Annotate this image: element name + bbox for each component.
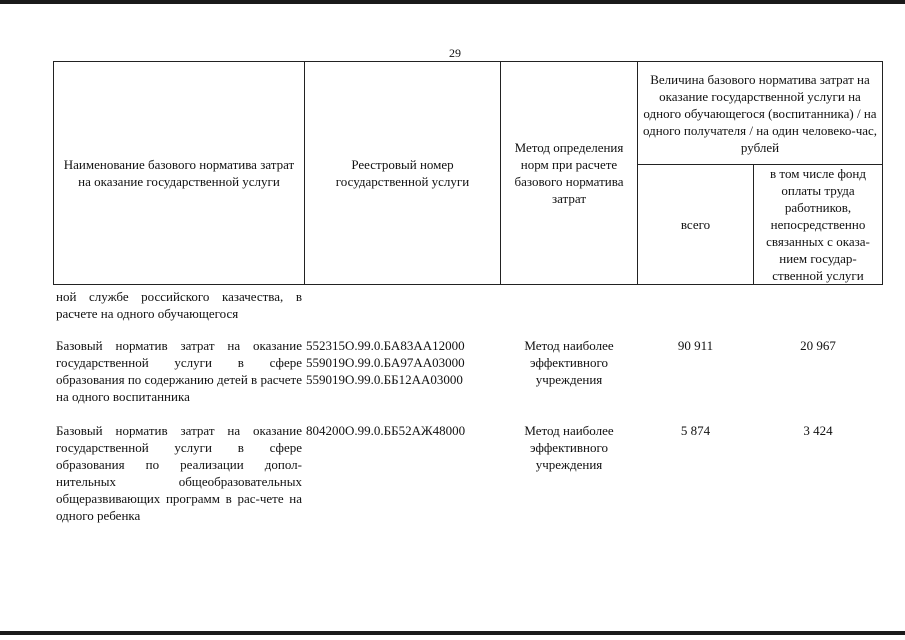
table-row-2-fund: 3 424 bbox=[803, 423, 833, 438]
registry-code: 559019О.99.0.ББ12АА03000 bbox=[306, 372, 463, 387]
header-value-group bbox=[637, 61, 883, 165]
continuation-text: ной службе российского казачества, в расчете на одного обучающегося bbox=[56, 289, 302, 321]
table-row-2-name: Базовый норматив затрат на оказание государственной услуги в сфере образования по реализации допол-нительных общеобразовательных общеразвивающих программ в рас-чете на одного ребенка bbox=[56, 423, 302, 523]
registry-code: 804200О.99.0.ББ52АЖ48000 bbox=[306, 423, 466, 438]
table-row-1-fund: 20 967 bbox=[800, 338, 836, 353]
table-row-1-total: 90 911 bbox=[677, 338, 714, 353]
table-row-1-codes bbox=[306, 337, 500, 388]
table-row-2-total: 5 874 bbox=[680, 423, 711, 438]
header-name-text: Наименование базового норматива затрат на оказание государственной услуги bbox=[63, 157, 295, 189]
table-row-2-method: Метод наиболее эффективного учреждения bbox=[524, 423, 614, 472]
header-registry-text: Реестровый номер государственной услуги bbox=[335, 157, 470, 189]
table-row-2-codes bbox=[306, 422, 500, 439]
scan-edge-top bbox=[0, 0, 905, 4]
registry-code: 559019О.99.0.БА97АА03000 bbox=[306, 355, 465, 370]
header-total-column bbox=[637, 164, 754, 285]
header-method-text: Метод определения норм при расчете базового норматива затрат bbox=[514, 140, 624, 206]
header-total-text: всего bbox=[680, 217, 711, 232]
header-registry-column bbox=[304, 61, 501, 285]
page-number: 29 bbox=[449, 46, 461, 60]
header-value-group-text: Величина базового норматива затрат на оказание государственной услуги на одного обучающегося (воспитанника) / на одного получателя / на один человеко-час, рублей bbox=[642, 71, 878, 155]
table-row-1-name: Базовый норматив затрат на оказание государственной услуги в сфере образования по содержанию детей в расчете на одного воспитанника bbox=[56, 338, 302, 404]
scan-edge-bottom bbox=[0, 631, 905, 635]
header-method-column bbox=[500, 61, 638, 285]
header-fund-column bbox=[753, 164, 883, 285]
registry-code: 552315О.99.0.БА83АА12000 bbox=[306, 338, 465, 353]
header-fund-text: в том числе фонд оплаты труда работников, непосредственно связанных с оказа-нием государ-ственной услуги bbox=[766, 166, 870, 283]
header-name-column bbox=[53, 61, 305, 285]
table-row-1-method: Метод наиболее эффективного учреждения bbox=[524, 338, 614, 387]
